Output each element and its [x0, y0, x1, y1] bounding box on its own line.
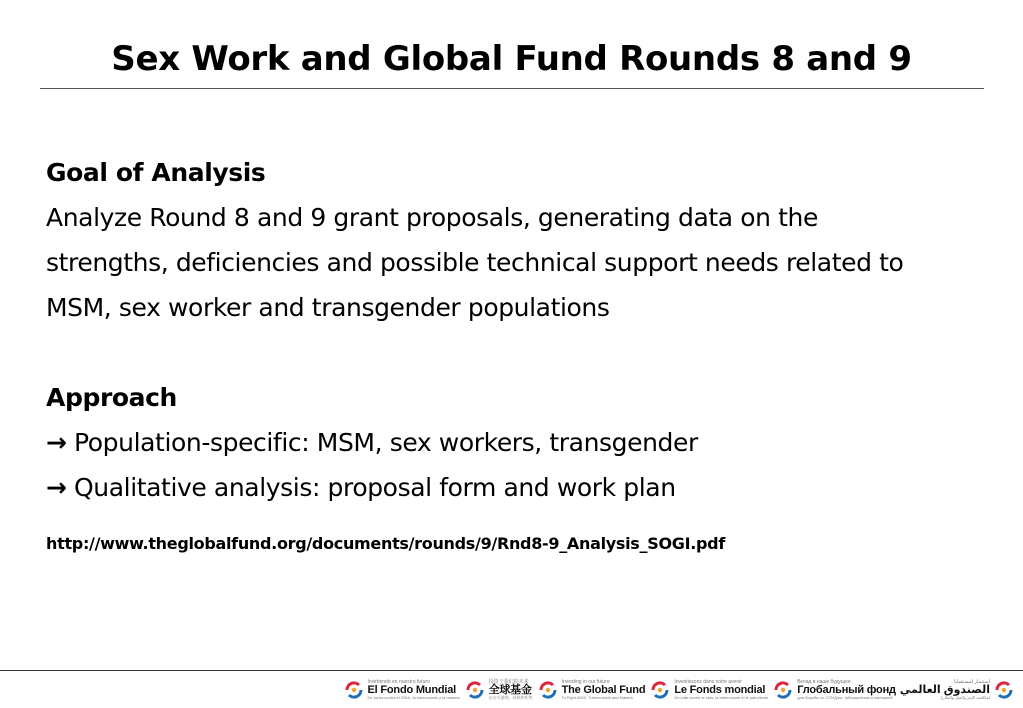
- goal-line: MSM, sex worker and transgender populations: [46, 293, 610, 322]
- brand-subtitle: De lutte contre le sida, la tuberculose et le paludisme: [674, 695, 769, 700]
- brand-tagline: Investing in our future: [561, 679, 610, 685]
- global-fund-swirl-icon: [772, 679, 794, 701]
- brand-subtitle: De lucha contra el SIDA, la tuberculosis y la malaria: [367, 695, 460, 700]
- slide-body: [46, 150, 986, 555]
- footer-logos: [343, 676, 1015, 704]
- brand-tagline: 投资于我们的未来: [488, 679, 529, 685]
- source-link[interactable]: http://www.theglobalfund.org/documents/rounds/9/Rnd8-9_Analysis_SOGI.pdf: [46, 534, 725, 553]
- footer-divider: [0, 670, 1023, 671]
- slide-title: Sex Work and Global Fund Rounds 8 and 9: [111, 39, 912, 79]
- brand-logo-ar: [900, 679, 1015, 701]
- brand-name: Глобальный фонд: [797, 684, 896, 696]
- brand-name: The Global Fund: [561, 684, 646, 696]
- approach-item-text: Qualitative analysis: proposal form and work plan: [74, 473, 676, 502]
- brand-logo-ru: [772, 679, 896, 701]
- brand-tagline: Investissons dans notre avenir: [674, 679, 742, 685]
- title-divider: [40, 88, 984, 89]
- global-fund-swirl-icon: [464, 679, 486, 701]
- global-fund-swirl-icon: [649, 679, 671, 701]
- spacer: [46, 330, 986, 375]
- brand-name: 全球基金: [488, 684, 532, 696]
- global-fund-swirl-icon: [343, 679, 365, 701]
- approach-item: [46, 420, 986, 465]
- arrow-right-icon: →: [46, 473, 67, 502]
- brand-subtitle: لمكافحة الإيدز والسل والملاريا: [940, 695, 990, 700]
- approach-heading: Approach: [46, 383, 177, 412]
- goal-line: Analyze Round 8 and 9 grant proposals, generating data on the: [46, 203, 818, 232]
- brand-logo-es: [343, 679, 460, 701]
- approach-item-text: Population-specific: MSM, sex workers, transgender: [74, 428, 698, 457]
- approach-item: [46, 465, 986, 510]
- brand-name: El Fondo Mundial: [367, 684, 456, 696]
- brand-name: Le Fonds mondial: [674, 684, 766, 696]
- brand-tagline: Invirtiendo en nuestro futuro: [367, 679, 430, 685]
- brand-subtitle: 抗击艾滋病、结核和疟疾: [488, 695, 533, 700]
- brand-name: الصندوق العالمي: [899, 684, 990, 696]
- goal-heading: Goal of Analysis: [46, 158, 266, 187]
- brand-logo-zh: [464, 679, 533, 701]
- brand-tagline: استثمار لمستقبلنا: [954, 679, 990, 685]
- brand-logo-fr: [649, 679, 768, 701]
- arrow-right-icon: →: [46, 428, 67, 457]
- brand-subtitle: для борьбы со СПИДом, туберкулезом и малярией: [797, 695, 893, 700]
- global-fund-swirl-icon: [993, 679, 1015, 701]
- global-fund-swirl-icon: [537, 679, 559, 701]
- brand-subtitle: To Fight AIDS, Tuberculosis and Malaria: [561, 695, 633, 700]
- brand-logo-en: [537, 679, 646, 701]
- brand-tagline: Вклад в наше будущее: [797, 679, 851, 685]
- goal-line: strengths, deficiencies and possible technical support needs related to: [46, 248, 904, 277]
